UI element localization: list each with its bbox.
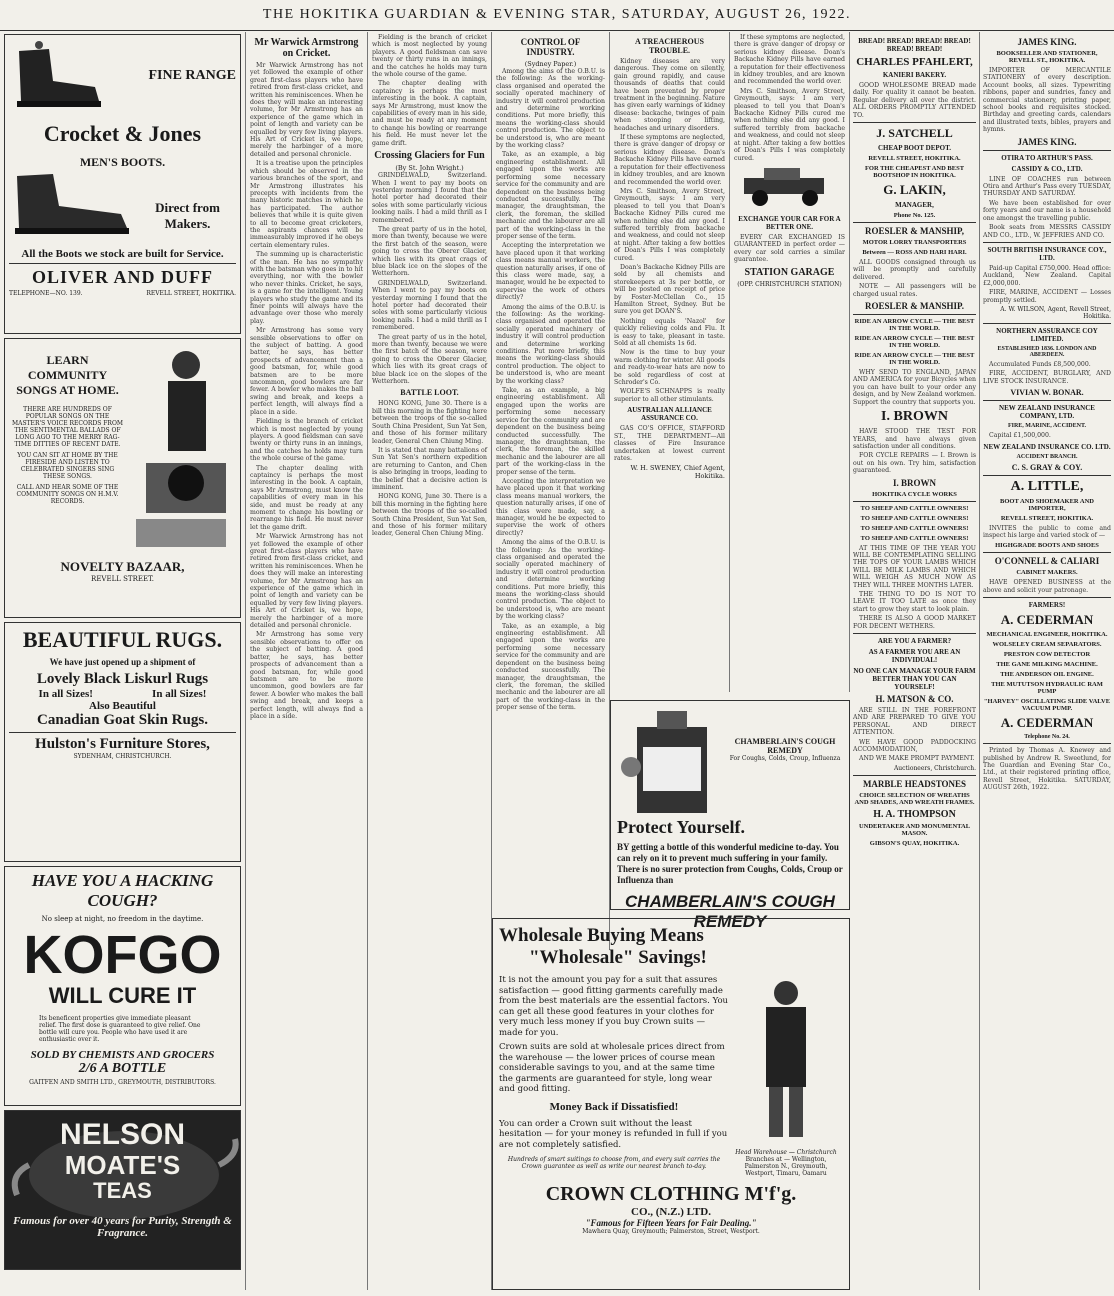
ad-line: ACCIDENT BRANCH. <box>1016 453 1078 460</box>
singer-illustration-icon <box>126 343 236 553</box>
paragraph: Among the aims of the O.B.U. is the following: As the working-class organised and operated the socially operated machinery of industry it will control production and determine working conditions. Put more briefly, this means the working-class should control production. The object to be understood is, who are meant by the working class? <box>496 539 605 621</box>
paragraph: We have been established for over forty years and our name is a household one amongst the travelling public. <box>983 199 1111 222</box>
paragraph: GOOD WHOLESOME BREAD made daily. For quality it cannot be beaten. Regular delivery all over the district. ALL ORDERS PROMPTLY ATTENDED TO. <box>853 82 976 119</box>
ad-body: Crown suits are sold at wholesale prices direct from the warehouse — the lower prices of course mean considerable savings to you, and at the same time the garments are guaranteed for style, long wear and good fitting. <box>499 1042 725 1094</box>
ad-firm: H. MATSON & CO. <box>875 694 954 704</box>
ad-firm: NEW ZEALAND INSURANCE CO. LTD. <box>983 442 1111 451</box>
paragraph: The great party of us in the hotel, more than twenty, because we were the first batch of the season, were going to cross the Oberer Glacier, which lies with its great crags of blue black ice on the slopes of the Wetterhorn. <box>372 333 487 386</box>
ad-line: SOLD BY CHEMISTS AND GROCERS <box>30 1049 215 1061</box>
remedy-label: CHAMBERLAIN'S COUGH REMEDY <box>734 737 836 755</box>
ad-address: (OPP. CHRISTCHURCH STATION) <box>737 280 842 288</box>
article-body <box>734 34 845 162</box>
article-title: CONTROL OF INDUSTRY. <box>520 37 581 57</box>
ad-line: Between — ROSS AND HARI HARI. <box>862 249 967 257</box>
ad-line: PRESTON COW DETECTOR <box>1003 651 1091 659</box>
paragraph: Book seats from MESSRS CASSIDY AND CO., LTD., W. JEFFRIES AND CO. <box>983 224 1111 239</box>
ad-firm: CHARLES PFAHLERT, <box>856 56 973 68</box>
paragraph: WE HAVE GOOD PADDOCKING ACCOMMODATION, <box>853 738 976 754</box>
paragraph: Take, as an example, a big engineering establishment. All engaged upon the works are performing some necessary service for the community and are dependent on the business being conducted successfully. The manager, the draughtsman, the clerk, the foreman, the skilled mechanic and the labourer are all part of the working-class in the proper sense of the term. <box>496 151 605 240</box>
ad-line: Famous for over 40 years for Purity, Strength & Fragrance. <box>13 1215 232 1239</box>
ad-firm: NOVELTY BAZAAR, <box>60 559 185 574</box>
ad-note: Hundreds of smart suitings to choose from, and every suit carries the Crown guarantee as well as write our nearest branch to-day. <box>507 1156 721 1170</box>
ad-firm: G. LAKIN, <box>883 182 946 198</box>
ad-firm: O'CONNELL & CALIARI <box>994 556 1100 567</box>
ad-line: AS A FARMER YOU ARE AN INDIVIDUAL! <box>868 648 961 664</box>
paragraph: AND WE MAKE PROMPT PAYMENT. <box>859 755 975 763</box>
ad-body <box>983 265 1111 304</box>
article-body <box>372 400 487 537</box>
ad-line: CHOICE SELECTION OF WREATHS AND SHADES, AND WREATH FRAMES. <box>854 791 975 806</box>
ad-body: YOU CAN SIT AT HOME BY THE FIRESIDE AND LISTEN TO CELEBRATED SINGERS SING THESE SONGS. <box>17 452 118 480</box>
ad-address: REVELL STREET. <box>91 575 154 583</box>
ad-body: BY getting a bottle of this wonderful medicine to-day. You can rely on it to prevent much suffering in your family. There is no surer protection from Coughs, Colds, Croup or Influenza than <box>617 842 843 885</box>
bread-heading: BREAD! BREAD! BREAD! BREAD! BREAD! BREAD! <box>858 37 971 53</box>
guarantee-heading: Money Back if Dissatisfied! <box>549 1100 679 1113</box>
paragraph: AT THIS TIME OF THE YEAR YOU WILL BE CONTEMPLATING SELLING THE TOPS OF YOUR LAMBS WHICH WILL BE MILK LAMBS AND WHICH WILL WEIGH AS MUCH NOW AS THEY WILL THREE MONTHS LATER. <box>853 544 976 589</box>
paragraph: Kidney diseases are very dangerous. They come on silently, gain ground rapidly, and cause thousands of deaths that could have been prevented by proper treatment in the beginning. Nature has given early warnings of kidney disease: backache, twinges of pain when stooping or lifting, headaches and urinary disorders. <box>614 58 725 132</box>
paragraph: It is a treatise upon the principles which should be observed in the various branches of the sport, and Mr Armstrong illustrates his precepts with incidents from the many historic matches in which he has participated. The author believes that while it is quite given to all to become great cricketers, the aspirants chances will be immeasurably improved if he obeys certain elementary rules. <box>250 160 363 249</box>
ad-line: FARMERS! <box>1028 601 1066 610</box>
ad-firm: A. CEDERMAN <box>1000 612 1094 628</box>
ad-address: Mawhera Quay, Greymouth; Palmerston, Street, Westport. <box>582 1228 760 1235</box>
ad-line: HOKITIKA CYCLE WORKS <box>872 490 957 498</box>
ad-line: No sleep at night, no freedom in the daytime. <box>41 915 204 923</box>
gentleman-illustration-icon <box>731 975 841 1145</box>
remedy-sub: For Coughs, Colds, Croup, Influenza <box>729 755 841 762</box>
ad-firm: A. LITTLE, <box>1010 478 1084 494</box>
ad-firm: NEW ZEALAND INSURANCE COMPANY, LTD. <box>999 404 1095 421</box>
ad-line: MECHANICAL ENGINEER, HOKITIKA. <box>986 631 1108 639</box>
masthead: THE HOKITIKA GUARDIAN & EVENING STAR, SATURDAY, AUGUST 26, 1922. <box>0 0 1114 31</box>
paragraph: THERE IS ALSO A GOOD MARKET FOR DECENT WETHERS. <box>853 615 976 630</box>
ad-body <box>853 707 976 763</box>
ad-firm: JAMES KING. <box>1017 136 1077 147</box>
ad-headline: "Wholesale" Savings! <box>529 947 707 968</box>
column-3-article <box>368 32 492 1290</box>
ad-line: RIDE AN ARROW CYCLE — THE BEST IN THE WORLD. <box>854 352 975 367</box>
crown-clothing-ad <box>492 918 850 1290</box>
ad-telephone: TELEPHONE—NO. 139. <box>9 290 83 297</box>
ad-firm: STATION GARAGE <box>744 266 835 278</box>
ad-line: UNDERTAKER AND MONUMENTAL MASON. <box>858 822 971 837</box>
ad-line: MEN'S BOOTS. <box>79 155 166 169</box>
article-byline: (By St. John Wright.) <box>395 164 464 173</box>
ad-line: TO SHEEP AND CATTLE OWNERS! <box>860 534 969 542</box>
ad-body <box>983 176 1111 239</box>
ad-line: REVELL STREET, HOKITIKA. <box>1000 514 1094 522</box>
ad-firm: ROESLER & MANSHIP, <box>865 226 964 237</box>
paragraph: It is stated that many battalions of Sun Yat Sen's northern expedition are returning to Canton, and Chen is also bringing in troops, leading to the belief that a decisive action is imminent. <box>372 446 487 491</box>
article-title: A TREACHEROUS TROUBLE. <box>635 37 704 55</box>
ad-slogan: "Famous for Fifteen Years for Fair Dealing." <box>585 1218 757 1228</box>
paragraph: Nothing equals 'Nazol' for quickly relieving colds and Flu. It is easy to take, pleasant in taste. Sold at all chemists 1s 6d. <box>614 317 725 348</box>
ad-headline: LEARN COMMUNITY SONGS AT HOME. <box>16 353 119 397</box>
ad-body <box>983 579 1111 594</box>
column-6-garage <box>730 32 850 692</box>
paragraph: Among the aims of the O.B.U. is the following: As the working-class organised and operated the socially operated machinery of industry it will control production and determine working conditions. Put more briefly, this means the working-class should control production. The object to be understood is, who are meant by the working class? <box>496 303 605 385</box>
head-warehouse: Head Warehouse — Christchurch <box>735 1149 837 1156</box>
paragraph: GAS CO'S OFFICE, STAFFORD ST., THE DEPARTMENT—All classes of Fire Insurance undertaken at lowest current rates. <box>614 425 725 462</box>
ad-address: REVELL STREET, HOKITIKA. <box>146 290 236 297</box>
ad-line: In all Sizes! <box>152 688 207 700</box>
ad-body <box>983 525 1111 540</box>
ad-body <box>853 369 976 406</box>
ad-firm: MARBLE HEADSTONES <box>862 778 967 789</box>
ad-firm: JAMES KING. <box>1017 37 1077 47</box>
kofgo-ad <box>4 866 241 1106</box>
article-body <box>614 425 725 462</box>
ad-headline: BEAUTIFUL RUGS. <box>22 627 223 652</box>
ad-body: Its beneficent properties give immediate pleasant relief. The first dose is guaranteed to give relief. One bottle will cure you. People who have used it are enthusiastic over it. <box>39 1015 201 1043</box>
ad-firm: ROESLER & MANSHIP. <box>865 301 964 312</box>
ad-headline: OTIRA TO ARTHUR'S PASS. <box>1001 153 1093 162</box>
ad-body <box>853 545 976 630</box>
paragraph: Take, as an example, a big engineering establishment. All engaged upon the works are performing some necessary service for the community and are dependent on the business being conducted successfully. The manager, the draughtsman, the clerk, the foreman, the skilled mechanic and the labourer are all part of the working-class in the proper sense of the term. <box>496 387 605 476</box>
ad-line: TO SHEEP AND CATTLE OWNERS! <box>860 524 969 532</box>
ad-line: Lovely Black Liskurl Rugs <box>36 671 209 687</box>
paragraph: Mrs C. Smithson, Avery Street, Greymouth, says: I am very pleased to tell you that Doan's Backache Kidney Pills cured me when nothing else did any good. I suffered terribly from backache and weakness, and could not sleep at night. After taking a few bottles of Doan's Pills I was completely cured. <box>734 87 845 162</box>
paragraph: HAVE OPENED BUSINESS at the above and solicit your patronage. <box>983 579 1111 594</box>
paragraph: Mr Armstrong has some very sensible observations to offer on the subject of batting. A good batter, he says, has better prospects of advancement than a good batsman, for, while good batsmen are to be more uncommon, good bowlers are far fewer. A bowler who makes the ball swing and break, and keeps a perfect length, will always find a place in a side. <box>250 631 363 720</box>
rugs-ad <box>4 622 241 862</box>
ad-line: Direct from <box>155 200 220 215</box>
ad-firm: CO., (N.Z.) LTD. <box>631 1206 711 1218</box>
ad-line: REVELL STREET, HOKITIKA. <box>868 155 961 163</box>
ad-line: NO ONE CAN MANAGE YOUR FARM BETTER THAN YOU CAN YOURSELF! <box>853 667 976 691</box>
ad-line: FIRE, MARINE, ACCIDENT. <box>1007 423 1087 430</box>
paragraph: HONG KONG, June 30. There is a bill this morning in the fighting here between the troops of the so-called South China President, Sun Yat Sen, and those of his former military leader, General Chen Chiung Ming. <box>372 400 487 445</box>
article-byline: (Sydney Paper.) <box>524 60 577 68</box>
paragraph: Mrs C. Smithson, Avery Street, Greymouth, says: I am very pleased to tell you that Doan's Backache Kidney Pills cured me when nothing else did any good. I suffered terribly from backache and weakness, and could not sleep at night. After taking a few bottles of Doan's Pills I was completely cured. <box>614 187 725 262</box>
paragraph: FIRE, ACCIDENT, BURGLARY, AND LIVE STOCK INSURANCE. <box>983 370 1111 385</box>
agent-signature: W. H. SWENEY, Chief Agent, Hokitika. <box>630 464 725 481</box>
paragraph: Printed by Thomas A. Knewey and published by Andrew R. Sweetlund, for The Guardian and Evening Star Co., Ltd., at their registered printing office, Revell Street, Hokitika. SATURDAY, AUGUST 26th, 1922. <box>983 747 1111 792</box>
paragraph: WHY SEND TO ENGLAND, JAPAN AND AMERICA for your Bicycles when you can have built to your order any design, and by New Zealand workmen. Support the country that supports you. <box>853 369 976 406</box>
paragraph: GRINDELWALD, Switzerland. When I went to pay my boots on yesterday morning I found that the hotel porter had decorated their soles with some particularly vicious looking nails. I had a mild thrill as I remembered. <box>372 172 487 224</box>
ad-firm: C. S. GRAY & COY. <box>1011 462 1083 472</box>
ad-line: RIDE AN ARROW CYCLE — THE BEST IN THE WORLD. <box>854 318 975 333</box>
paragraph: Fielding is the branch of cricket which is most neglected by young players. A good fieldsman can save twenty or thirty runs in an innings, and the catches he holds may turn the whole course of the game. <box>250 418 363 463</box>
ad-headline: Wholesale Buying Means <box>499 925 704 946</box>
ad-line: THE GANE MILKING MACHINE. <box>996 661 1098 669</box>
paragraph: Mr Warwick Armstrong has not yet followed the example of other great first-class players who have retired from first-class cricket, and written his reminiscences. When he does they will make an interesting volume, for Mr Armstrong has an experience of the game which in point of length and variety can be equalled by very few living players. His Art of Cricket is, we hope, merely the harbinger of a more detailed and personal chronicle. <box>250 62 363 158</box>
kofgo-brand: KOFGO <box>23 925 222 985</box>
ad-line: ARE YOU A FARMER? <box>877 637 952 645</box>
ad-firm: CASSIDY & CO., LTD. <box>1011 164 1083 173</box>
ad-firm: SOUTH BRITISH INSURANCE COY., LTD. <box>987 245 1107 262</box>
ad-line: HIGHGRADE BOOTS AND SHOES <box>995 542 1099 550</box>
paragraph: Capital £1,500,000. <box>989 432 1051 440</box>
nelson-moate-teas-ad <box>4 1110 241 1270</box>
ad-line: CABINET MAKERS. <box>1016 569 1078 577</box>
ad-body <box>853 82 976 119</box>
car-illustration-icon <box>734 164 844 208</box>
paragraph: FOR CYCLE REPAIRS — I. Brown is out on his own. Try him, satisfaction guaranteed. <box>853 452 976 475</box>
paragraph: Among the aims of the O.B.U. is the following: As the working-class organised and operated the socially operated machinery of industry it will control production and determine working conditions. Put more briefly, this means the working-class should control production. The object to be understood is, who are meant by the working class? <box>496 68 605 150</box>
paragraph: Doan's Backache Kidney Pills are sold by all chemists and storekeepers at 3s per bottle, or will be posted on receipt of price by Foster-McClellan Co., 15 Hamilton Street, Sydney. But be sure you get DOAN'S. <box>614 263 725 316</box>
ad-firm: I. BROWN <box>892 477 936 488</box>
ad-line: All the Boots we stock are built for Service. <box>21 248 224 260</box>
paragraph: The summing up is characteristic of the man. He has no sympathy with the batsman who goes in to hit everything, nor with the bowler who never thinks. Cricket, he says, is a game for the intelligent. Young players who study the game and its finer points will always have the advantage over those who merely play. <box>250 251 363 325</box>
paragraph: HAVE STOOD THE TEST FOR YEARS, and have always given satisfaction under all conditions. <box>853 428 976 450</box>
ad-body: You can order a Crown suit without the least hesitation — for your money is refunded in full if you are not completely satisfied. <box>499 1118 728 1150</box>
paragraph: FIRE, MARINE, ACCIDENT — Losses promptly settled. <box>983 289 1111 304</box>
ad-distributor: GAITFEN AND SMITH LTD., GREYMOUTH, DISTRIBUTORS. <box>29 1079 216 1086</box>
column-4-article <box>492 32 610 950</box>
column-1-ads <box>0 32 246 1290</box>
paragraph: Paid-up Capital £750,000. Head office: Auckland, New Zealand. Capital £2,000,000. <box>983 264 1111 287</box>
paragraph: ALL GOODS consigned through us will be promptly and carefully delivered. <box>853 259 976 281</box>
column-7-classifieds <box>850 32 980 1290</box>
ad-line: TO SHEEP AND CATTLE OWNERS! <box>860 504 969 512</box>
ad-brand: TEAS <box>93 1178 152 1203</box>
paragraph: If these symptoms are neglected, there is grave danger of dropsy or serious kidney disease. Doan's Backache Kidney Pills have earned a reputation for their effectiveness in kidney troubles, and are known and recommended the world over. <box>614 134 725 186</box>
article-title: BATTLE LOOT. <box>400 388 459 398</box>
ad-firm: NORTHERN ASSURANCE COY LIMITED. <box>996 326 1098 343</box>
ad-firm: J. SATCHELL <box>876 126 953 141</box>
ad-line: WOLSELEY CREAM SEPARATORS. <box>992 641 1102 649</box>
ad-firm: OLIVER AND DUFF <box>31 267 213 287</box>
paragraph: Mr Warwick Armstrong has not yet followed the example of other great first-class players who have retired from first-class cricket, and written his reminiscences. When he does they will make an interesting volume, for Mr Armstrong has an experience of the game which in point of length and variety can be equalled by very few living players. His Art of Cricket is, we hope, merely the harbinger of a more detailed and personal chronicle. <box>250 533 363 630</box>
ad-line: TO SHEEP AND CATTLE OWNERS! <box>860 514 969 522</box>
paragraph: Take, as an example, a big engineering establishment. All engaged upon the works are performing some necessary service for the community and are dependent on the business being conducted successfully. The manager, the draughtsman, the clerk, the foreman, the skilled mechanic and the labourer are all part of the working-class in the proper sense of the term. <box>496 622 605 712</box>
ad-firm: CROWN CLOTHING M'f'g. <box>545 1183 797 1205</box>
ad-firm: I. BROWN <box>881 409 948 425</box>
ad-body <box>853 428 976 474</box>
ad-headline: EXCHANGE YOUR CAR FOR A BETTER ONE. <box>738 214 841 231</box>
ad-line: KANIERI BAKERY. <box>882 71 947 79</box>
article-body <box>250 62 363 720</box>
ad-line: FINE RANGE <box>148 68 236 83</box>
ad-line: We have just opened up a shipment of <box>49 657 196 667</box>
ad-body <box>853 259 976 298</box>
article-body <box>496 68 605 712</box>
ad-line: WILL CURE IT <box>48 983 197 1008</box>
ad-body <box>983 361 1111 385</box>
article-title: AUSTRALIAN ALLIANCE ASSURANCE CO. <box>627 406 712 423</box>
paragraph: Accumulated Funds £8,500,000. <box>989 360 1091 368</box>
ad-body: THERE ARE HUNDREDS OF POPULAR SONGS ON THE MASTER'S VOICE RECORDS FROM THE SENTIMENTAL BALLADS OF LONG AGO TO THE MERRY RAG-TIME DITTIES OF RECENT DATE. <box>11 406 124 448</box>
ad-line: In all Sizes! <box>38 688 93 700</box>
article-title: Crossing Glaciers for Fun <box>374 150 485 162</box>
ad-address: SYDENHAM, CHRISTCHURCH. <box>73 753 172 760</box>
ad-line: THE ANDERSON OIL ENGINE. <box>1000 671 1094 679</box>
article-title: Mr Warwick Armstrong on Cricket. <box>254 37 359 59</box>
paragraph: Now is the time to buy your warm clothing for winter. All goods and ready-to-wear hats are now to be sold regardless of cost at Schroder's Co. <box>614 349 725 387</box>
article-body <box>372 34 487 147</box>
paragraph: The chapter dealing with captaincy is perhaps the most interesting in the book. A captain, says Mr Armstrong, must know the capabilities of every man in his side, and must be ready at any moment to change his bowling or rearrange his field. He must never let the game drift. <box>372 80 487 147</box>
ad-line: RIDE AN ARROW CYCLE — THE BEST IN THE WORLD. <box>854 335 975 350</box>
ad-firm: A. CEDERMAN <box>1000 715 1094 731</box>
ad-line: FOR THE CHEAPEST AND BEST BOOTSHOP IN HOKITIKA. <box>864 165 965 180</box>
ad-line: ESTABLISHED 1836. LONDON AND ABERDEEN. <box>997 345 1097 358</box>
ad-line: MOTOR LORRY TRANSPORTERS <box>862 239 967 247</box>
paragraph: NOTE — All passengers will be charged usual rates. <box>853 283 976 298</box>
paragraph: WOLFE'S SCHNAPPS is really superior to all other stimulants. <box>614 388 725 403</box>
ad-line: Makers. <box>164 216 211 231</box>
ad-body <box>983 432 1111 439</box>
ad-brand: CHAMBERLAIN'S COUGH REMEDY <box>625 892 835 931</box>
article-body <box>614 58 725 403</box>
ad-line: Auctioneers, Christchurch. <box>893 764 976 772</box>
ad-line: "HARVEY" OSCILLATING SLIDE VALVE VACUUM PUMP. <box>983 698 1111 713</box>
ad-firm: VIVIAN W. BONAR. <box>1010 388 1084 398</box>
ad-line: CHEAP BOOT DEPOT. <box>877 144 952 153</box>
printer-imprint <box>983 747 1111 791</box>
ad-line: Phone No. 125. <box>893 212 936 220</box>
ad-body <box>734 234 845 264</box>
medicine-bottle-icon <box>617 707 727 817</box>
ad-line: BOOKSELLER AND STATIONER, REVELL ST., HOKITIKA. <box>996 50 1098 64</box>
ad-firm: H. A. THOMPSON <box>873 808 956 820</box>
paragraph: LINE OF COACHES run between Otira and Arthur's Pass every TUESDAY, THURSDAY AND SATURDAY. <box>983 175 1111 198</box>
paragraph: Mr Armstrong has some very sensible observations to offer on the subject of batting. A good batter, he says, has better prospects of advancement than a good batsman, for, while good batsmen are to be more uncommon, good bowlers are far fewer. A bowler who makes the ball swing and break, and keeps a perfect length, will always find a place in a side. <box>250 327 363 416</box>
ad-line: MANAGER, <box>895 201 934 210</box>
community-songs-ad <box>4 338 241 618</box>
chamberlain-cough-remedy-ad <box>610 700 850 931</box>
column-2-article <box>246 32 368 1290</box>
ad-line: GIBSON'S QUAY, HOKITIKA. <box>869 839 960 847</box>
paragraph: EVERY CAR EXCHANGED IS GUARANTEED in perfect order — every car sold carries a similar guarantee. <box>734 233 845 264</box>
paragraph: If these symptoms are neglected, there is grave danger of dropsy or serious kidney disease. Doan's Backache Kidney Pills have earned a reputation for their effectiveness in kidney troubles, and are known and recommended the world over. <box>734 34 845 86</box>
column-8-classifieds <box>980 32 1114 1290</box>
ad-line: THE MUTUTSON HYDRAULIC RAM PUMP <box>991 681 1103 696</box>
ad-line: 2/6 A BOTTLE <box>78 1061 167 1076</box>
ad-line: Telephone No. 24. <box>1024 734 1070 741</box>
branches: Branches at — Wellington, Palmerston N., Greymouth, Westport, Timaru, Oamaru <box>744 1156 828 1177</box>
article-body <box>372 172 487 385</box>
paragraph: THE THING TO DO IS NOT TO LEAVE IT TOO LATE as once they start to grow they start to look plain. <box>853 590 976 613</box>
column-5-article <box>610 32 730 692</box>
ad-headline: Protect Yourself. <box>617 817 745 837</box>
paragraph: Accepting the interpretation we have placed upon it that working class means manual workers, the question naturally arises, if one of this class were made, say, a manager, would he be expected to supervise the work of others directly? <box>496 242 605 302</box>
ad-brand: MOATE'S <box>64 1150 181 1180</box>
ad-brand: NELSON <box>59 1118 185 1151</box>
crockett-jones-ad <box>4 34 241 334</box>
paragraph: ARE STILL IN THE FOREFRONT AND ARE PREPARED TO GIVE YOU PERSONAL AND DIRECT ATTENTION. <box>853 707 976 737</box>
ad-line: BOOT AND SHOEMAKER AND IMPORTER, <box>1000 497 1094 512</box>
ad-body: CALL AND HEAR SOME OF THE COMMUNITY SONGS ON H.M.V. RECORDS. <box>16 484 119 505</box>
ad-body: It is not the amount you pay for a suit that assures satisfaction — good fitting garments carefully made from the best materials are the essential factors. You can get all these good features in your clothes for very much less money if you buy Crown suits — made for you. <box>499 975 729 1038</box>
ad-line: Also Beautiful <box>89 700 156 712</box>
paragraph: GRINDELWALD, Switzerland. When I went to pay my boots on yesterday morning I found that the hotel porter had decorated their soles with some particularly vicious looking nails. I had a mild thrill as I remembered. <box>372 279 487 332</box>
paragraph: INVITES the public to come and inspect his large and varied stock of — <box>983 524 1111 539</box>
ad-line: A. W. WILSON, Agent, Revell Street, Hokitika. <box>1000 305 1111 320</box>
paragraph: The chapter dealing with captaincy is perhaps the most interesting in the book. A captain, says Mr Armstrong, must know the capabilities of every man in his side, and must be ready at any moment to change his bowling or rearrange his field. He must never let the game drift. <box>250 464 363 531</box>
paragraph: Fielding is the branch of cricket which is most neglected by young players. A good fieldsman can save twenty or thirty runs in an innings, and the catches he holds may turn the whole course of the game. <box>372 34 487 79</box>
paragraph: IMPORTER OF MERCANTILE STATIONERY of every description. Account books, all sizes. Typewriting ribbons, paper and sundries, fancy and commercial stationery, printing paper, school books and requisites stocked. Birthday and greeting cards, calendars and illustrated texts, bibles, prayers and hymns. <box>983 67 1111 134</box>
paragraph: The great party of us in the hotel, more than twenty, because we were the first batch of the season, were going to cross the Oberer Glacier, which lies with its great crags of blue black ice on the slopes of the Wetterhorn. <box>372 225 487 278</box>
boot-illustration-icon <box>9 170 139 240</box>
ad-headline: HAVE YOU A HACKING COUGH? <box>31 871 214 910</box>
ad-line: Canadian Goat Skin Rugs. <box>37 712 208 728</box>
ad-body <box>983 67 1111 134</box>
paragraph: Accepting the interpretation we have placed upon it that working class means manual workers, the question naturally arises, if one of this class were made, say, a manager, would he be expected to supervise the work of others directly? <box>496 477 605 537</box>
ad-firm: Hulston's Furniture Stores, <box>35 736 210 752</box>
boot-illustration-icon <box>9 41 105 111</box>
ad-headline: Crocket & Jones <box>43 121 202 146</box>
paragraph: HONG KONG, June 30. There is a bill this morning in the fighting here between the troops of the so-called South China President, Sun Yat Sen, and those of his former military leader, General Chen Chiung Ming. <box>372 493 487 538</box>
